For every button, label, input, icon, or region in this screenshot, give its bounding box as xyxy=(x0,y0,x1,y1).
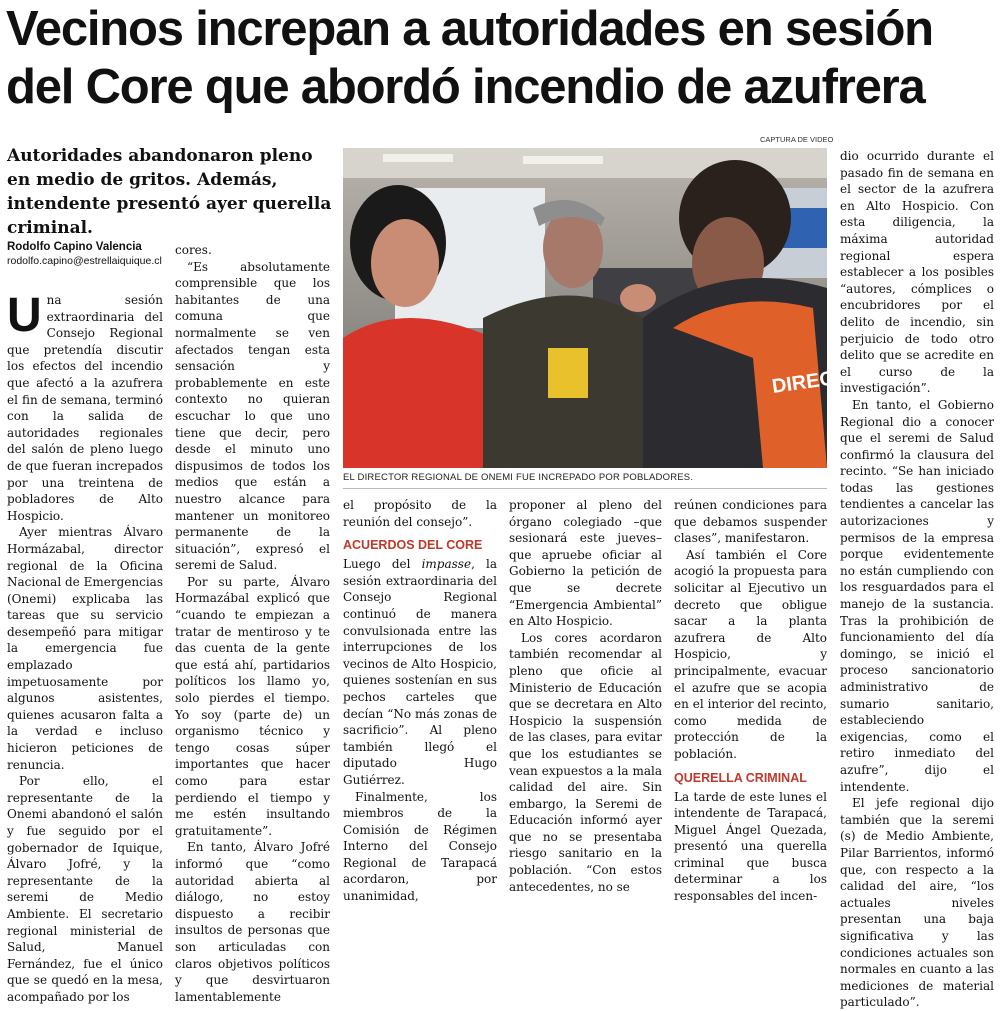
author-email: rodolfo.capino@estrellaiquique.cl xyxy=(7,255,162,267)
caption-divider xyxy=(343,488,827,489)
paragraph: Por ello, el representante de la Onemi abandonó el salón y fue seguido por el gobernador de Iquique, Álvaro Jofré, y la representante de la seremi de Medio Ambiente. El secretario regional ministerial de Salud, Manuel Fernández, fue el único que se quedó en la mesa, acompañado por los xyxy=(7,774,163,1004)
paragraph: el propósito de la reunión del consejo”. xyxy=(343,498,497,529)
section-heading-acuerdos: ACUERDOS DEL CORE xyxy=(343,538,483,553)
article-column-6 xyxy=(840,148,994,1010)
article-column-5 xyxy=(674,497,827,904)
news-photo xyxy=(343,148,836,468)
paragraph: proponer al pleno del órgano colegiado –que sesionará este jueves– que apruebe oficiar al Gobierno la petición de que se decrete “Emergencia Ambiental” en Alto Hospicio. xyxy=(509,498,662,629)
paragraph: reúnen condiciones para que debamos suspender clases”, manifestaron. xyxy=(674,498,827,546)
article-column-1 xyxy=(7,289,163,1004)
paragraph: Así también el Core acogió la propuesta para solicitar al Ejecutivo un decreto que obligue sacar a la planta azufrera de Alto Hospicio, y principalmente, evacuar el azufre que se acopia en el interior del recinto, como medida de protección de la población. xyxy=(674,547,827,761)
paragraph: “Es absolutamente comprensible que los habitantes de una comuna que normalmente se ven afectados tengan esta sensación y probablemente en este contexto no quieran escuchar lo que uno tiene que decir, pero desde el minuto uno dispusimos de todos los medios que están a nuestro alcance para mantener un monitoreo permanente de la situación”, expresó el seremi de Salud. xyxy=(175,259,330,573)
vest-lettering: DIREC xyxy=(770,367,836,398)
headline: Vecinos increpan a autoridades en sesión del Core que abordó incendio de azufrera xyxy=(6,2,933,114)
italic-term: impasse xyxy=(421,557,472,572)
paragraph: Por su parte, Álvaro Hormazábal explicó que “cuando te empiezan a tratar de mentiroso y te das cuenta de la gente que está ahí, partidarios políticos los llamo yo, solo pierdes el tiempo. Yo soy (parte de) un organismo técnico y tengo cosas súper importantes que hacer como para estar perdiendo el tiempo y me estén insultando gratuitamente”. xyxy=(175,574,330,838)
photo-illustration xyxy=(343,148,836,468)
photo-credit: CAPTURA DE VIDEO xyxy=(760,135,834,144)
paragraph: Los cores acordaron también recomendar al pleno que oficie al Ministerio de Educación que se decretara en Alto Hospicio la suspensión de las clases, para evitar que los estudiantes se vean expuestos a la mala calidad del aire. Sin embargo, la Seremi de Educación informó ayer que no se presentaba riesgo sanitario en la población. “Con estos antecedentes, no se xyxy=(509,630,662,894)
paragraph: Finalmente, los miembros de la Comisión de Régimen Interno del Consejo Regional de Tarapacá acordaron, por unanimidad, xyxy=(343,789,497,904)
paragraph: cores. xyxy=(175,243,212,257)
drop-cap: U xyxy=(7,289,42,342)
article-column-3 xyxy=(343,497,497,904)
lead-paragraph xyxy=(7,289,163,524)
text-run: Luego del xyxy=(343,557,422,572)
article-column-4 xyxy=(509,497,662,894)
text-run: , la sesión extraordinaria del Consejo Regional continuó de manera convulsionada entre las interrupciones de los vecinos de Alto Hospicio, quienes sostenían en sus pechos carteles que decían “No más zonas de sacrificio”. Al pleno también llegó el diputado Hugo Gutiérrez. xyxy=(343,557,497,787)
paragraph: dio ocurrido durante el pasado fin de semana en el sector de la azufrera en Alto Hospicio. Con esta diligencia, la máxima autoridad regional espera establecer a los posibles “autores, cómplices o encubridores por el delito de incendio, sin perjuicio de todo otro delito que se acredite en el curso de la investigación”. xyxy=(840,149,994,396)
paragraph: El jefe regional dijo también que la seremi (s) de Medio Ambiente, Pilar Barrientos, informó que, con respecto a la calidad del aire, “los actuales niveles presentan una baja significativa y las condiciones actuales son normales en cuanto a las mediciones de material particulado”. xyxy=(840,796,994,1010)
lead-paragraph-text: na sesión extraordinaria del Consejo Regional que pretendía discutir los efectos del incendio que afectó a la azufrera el fin de semana, terminó con la salida de autoridades regionales del salón de pleno luego de que fueran increpados por una treintena de pobladores de Alto Hospicio. xyxy=(7,293,163,523)
byline xyxy=(7,240,167,268)
section-heading-querella: QUERELLA CRIMINAL xyxy=(674,770,807,785)
paragraph xyxy=(343,556,497,788)
paragraph: En tanto, Álvaro Jofré informó que “como autoridad abierta al diálogo, no estoy dispuesto a recibir insultos de personas que son articuladas con claros objetivos políticos y que desvirtuaron lamentablemente xyxy=(175,840,330,1004)
article-column-2 xyxy=(175,242,330,1004)
paragraph: La tarde de este lunes el intendente de Tarapacá, Miguel Ángel Quezada, presentó una querella criminal que busca determinar a los responsables del incen- xyxy=(674,789,827,904)
paragraph: En tanto, el Gobierno Regional dio a conocer que el seremi de Salud confirmó la clausura del recinto. “Se han iniciado todas las gestiones tendientes a cancelar las autorizaciones y permisos de la empresa porque evidentemente no están cumpliendo con los resguardados para el manejo de la sustancia. Tras la prohibición de funcionamiento del día domingo, se inició el proceso sancionatorio administrativo de sumario sanitario, estableciendo exigencias, como el retiro inmediato del azufre”, dijo el intendente. xyxy=(840,397,994,794)
subheadline: Autoridades abandonaron pleno en medio de gritos. Además, intendente presentó ayer querella criminal. xyxy=(7,146,332,238)
photo-caption: EL DIRECTOR REGIONAL DE ONEMI FUE INCREPADO POR POBLADORES. xyxy=(343,472,694,483)
paragraph: Ayer mientras Álvaro Hormázabal, director regional de la Oficina Nacional de Emergencias (Onemi) explicaba las tareas que su servicio desempeñó para mitigar la emergencia fue emplazado impetuosamente por algunos asistentes, quienes acusaron falta a la verdad e incluso hicieron peticiones de renuncia. xyxy=(7,525,163,772)
author-name: Rodolfo Capino Valencia xyxy=(7,241,142,253)
